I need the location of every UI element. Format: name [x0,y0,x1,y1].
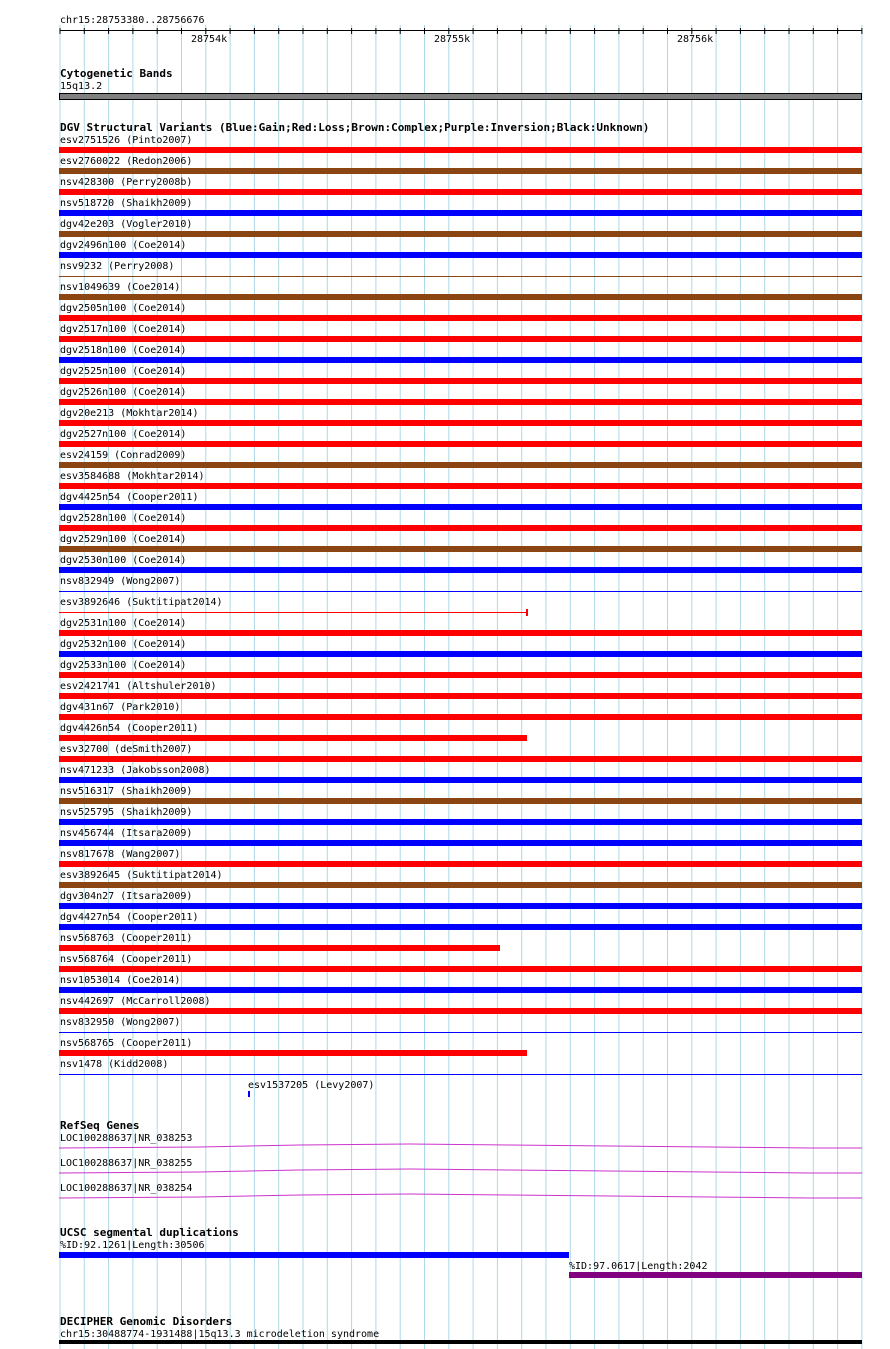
gene-model-line[interactable] [59,1194,862,1198]
dgv-variant-label: nsv568764 (Cooper2011) [60,954,193,965]
segdup-bar[interactable] [59,1252,569,1258]
location-label: chr15:28753380..28756676 [60,15,205,26]
dgv-variant-label: nsv428300 (Perry2008b) [60,177,193,188]
dgv-variant-label: esv2421741 (Altshuler2010) [60,681,217,692]
dgv-variant-label: dgv4425n54 (Cooper2011) [60,492,199,503]
segdup-track-title: UCSC segmental duplications [60,1226,239,1239]
dgv-variant-label: dgv2533n100 (Coe2014) [60,660,187,671]
dgv-variant-label: esv2760022 (Redon2006) [60,156,193,167]
dgv-variant-label: dgv2525n100 (Coe2014) [60,366,187,377]
decipher-bar[interactable] [59,1340,862,1344]
ruler-tick-label: 28756k [677,34,714,45]
dgv-variant-label: dgv20e213 (Mokhtar2014) [60,408,199,419]
dgv-variant-label: nsv832950 (Wong2007) [60,1017,181,1028]
dgv-variant-label: dgv2517n100 (Coe2014) [60,324,187,335]
dgv-variant-label: dgv2528n100 (Coe2014) [60,513,187,524]
dgv-variant-label: dgv4426n54 (Cooper2011) [60,723,199,734]
segdup-label: %ID:92.1261|Length:30506 [60,1240,205,1251]
dgv-variant-label: dgv2529n100 (Coe2014) [60,534,187,545]
dgv-variant-label: dgv2532n100 (Coe2014) [60,639,187,650]
dgv-variant-label: dgv42e203 (Vogler2010) [60,219,193,230]
gene-model-line[interactable] [59,1144,862,1148]
dgv-variant-label: dgv2518n100 (Coe2014) [60,345,187,356]
dgv-variant-label: nsv518720 (Shaikh2009) [60,198,193,209]
cytoband-label: 15q13.2 [60,81,103,92]
gene-model-line[interactable] [59,1169,862,1173]
dgv-variant-label: dgv4427n54 (Cooper2011) [60,912,199,923]
dgv-variant-label: dgv2530n100 (Coe2014) [60,555,187,566]
dgv-variant-label: nsv1049639 (Coe2014) [60,282,181,293]
dgv-variant-label: nsv456744 (Itsara2009) [60,828,193,839]
ruler-tick-label: 28755k [434,34,471,45]
ruler-tick-label: 28754k [191,34,228,45]
dgv-variant-label: nsv9232 (Perry2008) [60,261,175,272]
gene-label: LOC100288637|NR_038255 [60,1158,193,1169]
dgv-variant-label: nsv832949 (Wong2007) [60,576,181,587]
dgv-variant-label: nsv525795 (Shaikh2009) [60,807,193,818]
gene-label: LOC100288637|NR_038254 [60,1183,193,1194]
dgv-variant-label: nsv568763 (Cooper2011) [60,933,193,944]
dgv-variant-label: nsv1478 (Kidd2008) [60,1059,169,1070]
dgv-variant-label: nsv1053014 (Coe2014) [60,975,181,986]
segdup-bar[interactable] [569,1272,862,1278]
cytoband-track-title: Cytogenetic Bands [60,67,173,80]
dgv-variant-label: esv3584688 (Mokhtar2014) [60,471,205,482]
dgv-variant-label: nsv471233 (Jakobsson2008) [60,765,211,776]
dgv-track-title: DGV Structural Variants (Blue:Gain;Red:Loss;Brown:Complex;Purple:Inversion;Black:Unknown) [60,121,650,134]
dgv-variant-label: dgv431n67 (Park2010) [60,702,181,713]
segdup-label: %ID:97.0617|Length:2042 [569,1261,708,1272]
dgv-variant-label: dgv2527n100 (Coe2014) [60,429,187,440]
dgv-variant-label: esv1537205 (Levy2007) [248,1080,375,1091]
decipher-label: chr15:30488774-1931488|15q13.3 microdeletion syndrome [60,1329,380,1340]
dgv-variant-label: esv2751526 (Pinto2007) [60,135,193,146]
decipher-track-title: DECIPHER Genomic Disorders [60,1315,233,1328]
dgv-variant-label: dgv2531n100 (Coe2014) [60,618,187,629]
dgv-variant-label: nsv568765 (Cooper2011) [60,1038,193,1049]
refseq-track-title: RefSeq Genes [60,1119,140,1132]
dgv-variant-label: dgv2526n100 (Coe2014) [60,387,187,398]
dgv-variant-label: dgv2505n100 (Coe2014) [60,303,187,314]
dgv-variant-label: dgv2496n100 (Coe2014) [60,240,187,251]
dgv-variant-label: nsv516317 (Shaikh2009) [60,786,193,797]
dgv-variant-label: nsv442697 (McCarroll2008) [60,996,211,1007]
dgv-variant-label: esv32700 (deSmith2007) [60,744,193,755]
dgv-variant-label: esv3892646 (Suktitipat2014) [60,597,223,608]
dgv-variant-label: esv3892645 (Suktitipat2014) [60,870,223,881]
gene-label: LOC100288637|NR_038253 [60,1133,193,1144]
dgv-variant-label: esv24159 (Conrad2009) [60,450,187,461]
dgv-variant-label: nsv817678 (Wang2007) [60,849,181,860]
dgv-variant-label: dgv304n27 (Itsara2009) [60,891,193,902]
